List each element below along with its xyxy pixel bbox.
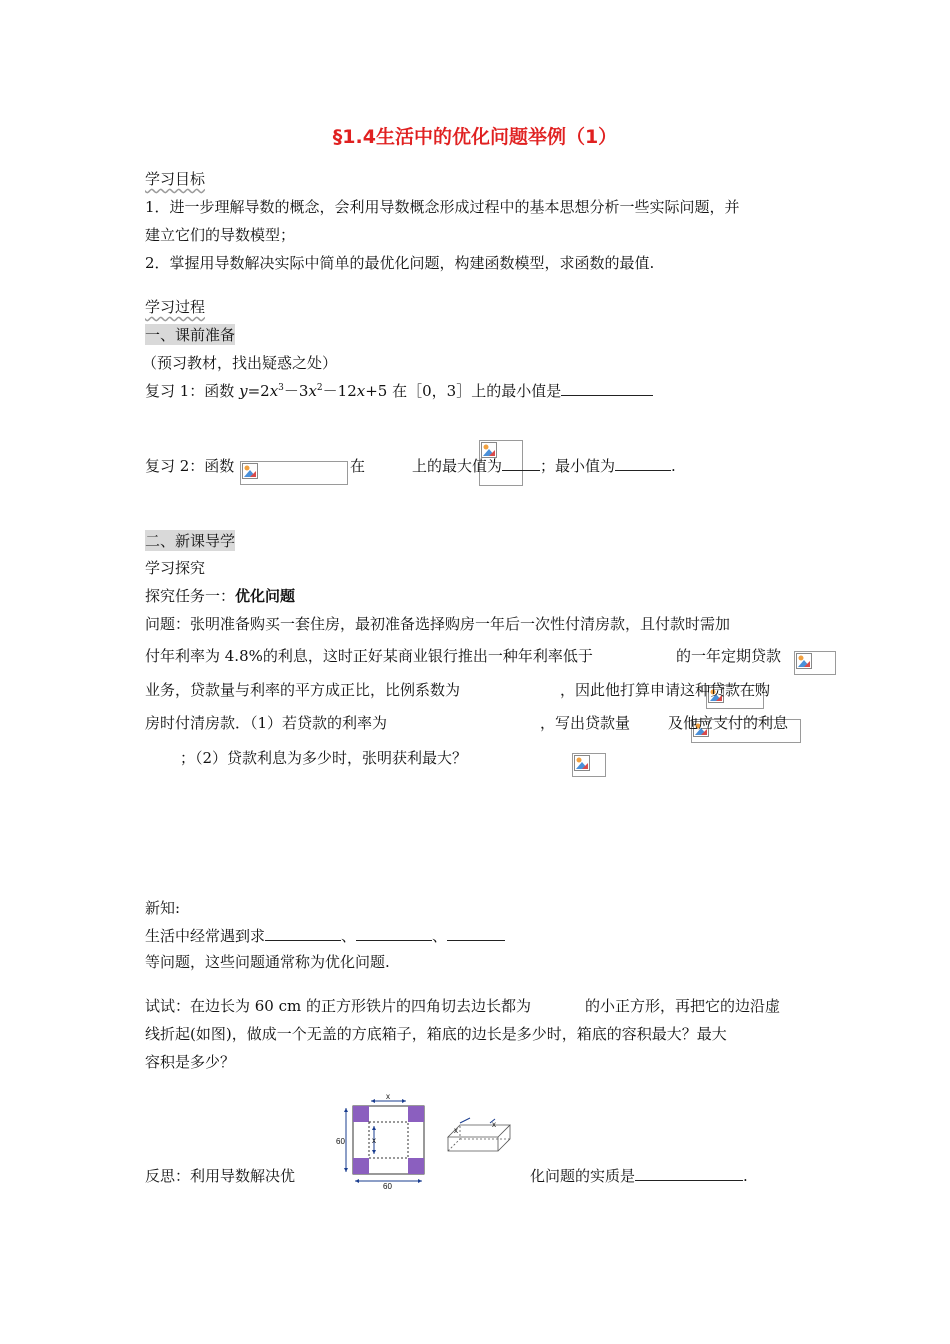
new-knowledge-line-1 bbox=[145, 925, 505, 946]
corner-square bbox=[408, 1106, 424, 1122]
reflect-prefix: 反思：利用导数解决优 bbox=[145, 1167, 296, 1185]
review-2-min-label: ；最小值为 bbox=[540, 457, 616, 475]
box-folding-figure bbox=[330, 1093, 520, 1189]
page-title: §1.4生活中的优化问题举例（1） bbox=[332, 126, 618, 148]
review-1-prefix: 复习 1：函数 bbox=[145, 382, 240, 400]
broken-image-icon bbox=[574, 755, 590, 771]
new-knowledge-prefix: 生活中经常遇到求 bbox=[145, 927, 266, 945]
trial-line-2: 线折起(如图)，做成一个无盖的方底箱子，箱底的边长是多少时，箱底的容积最大？最大 bbox=[145, 1025, 727, 1043]
review-2-label: 复习 2：函数 bbox=[145, 457, 235, 475]
separator: 、 bbox=[432, 927, 448, 945]
problem-line-5: ；（2）贷款利息为多少时，张明获利最大？ bbox=[180, 749, 468, 767]
explore-heading: 学习探究 bbox=[145, 559, 206, 577]
trial-line-1b: 的小正方形，再把它的边沿虚 bbox=[585, 997, 781, 1015]
process-heading: 学习过程 bbox=[145, 298, 206, 316]
answer-blank[interactable] bbox=[561, 381, 653, 396]
corner-square bbox=[353, 1158, 369, 1174]
problem-line-1: 问题：张明准备购买一套住房，最初准备选择购房一年后一次性付清房款，且付款时需加 bbox=[145, 615, 731, 633]
trial-line-1a: 试试：在边长为 60 cm 的正方形铁片的四角切去边长都为 bbox=[145, 997, 532, 1015]
review-1-suffix: 在［0，3］上的最小值是 bbox=[392, 382, 562, 400]
problem-line-4c: 及他应支付的利息 bbox=[668, 714, 789, 732]
min-blank[interactable] bbox=[615, 456, 671, 471]
section-2-heading: 二、新课导学 bbox=[145, 532, 236, 550]
problem-line-2b: 的一年定期贷款 bbox=[676, 647, 782, 665]
goal-item-1-cont: 建立它们的导数模型； bbox=[145, 226, 296, 244]
reflect-blank[interactable] bbox=[635, 1166, 743, 1181]
blank-2[interactable] bbox=[356, 926, 432, 941]
formula-image-placeholder bbox=[240, 461, 348, 485]
problem-line-4b: ，写出贷款量 bbox=[540, 714, 631, 732]
label-x: x bbox=[492, 1120, 496, 1129]
formula-image-placeholder bbox=[572, 753, 606, 777]
goals-heading: 学习目标 bbox=[145, 170, 206, 188]
review-1-formula: $y=2x^3-3x^2-12x+5$ bbox=[239, 382, 393, 400]
new-knowledge-heading: 新知: bbox=[145, 899, 181, 917]
review-2-max-label: 上的最大值为 bbox=[412, 457, 503, 475]
preview-note: （预习教材，找出疑惑之处） bbox=[142, 354, 338, 372]
blank-3[interactable] bbox=[447, 926, 505, 941]
label-60: 60 bbox=[336, 1137, 345, 1146]
problem-line-2a: 付年利率为 4.8%的利息，这时正好某商业银行推出一种年利率低于 bbox=[145, 647, 593, 665]
label-60: 60 bbox=[383, 1182, 392, 1189]
goal-item-1: 1．进一步理解导数的概念，会利用导数概念形成过程中的基本思想分析一些实际问题，并 bbox=[145, 198, 740, 216]
problem-line-4a: 房时付清房款．（1）若贷款的利率为 bbox=[145, 714, 388, 732]
review-2-end: . bbox=[671, 457, 676, 475]
task-heading bbox=[145, 585, 295, 606]
section-1-heading: 一、课前准备 bbox=[145, 326, 236, 344]
blank-1[interactable] bbox=[265, 926, 341, 941]
reflect-suffix: 化问题的实质是 bbox=[530, 1167, 636, 1185]
goal-item-2: 2．掌握用导数解决实际中简单的最优化问题，构建函数模型，求函数的最值. bbox=[145, 254, 655, 272]
task-prefix: 探究任务一： bbox=[145, 587, 236, 605]
label-x: x bbox=[372, 1136, 376, 1145]
formula-image-placeholder bbox=[794, 651, 836, 675]
reflect-end: . bbox=[743, 1167, 748, 1185]
review-1 bbox=[145, 380, 653, 401]
review-2-mid: 在 bbox=[350, 457, 366, 475]
broken-image-icon bbox=[242, 463, 258, 479]
broken-image-icon bbox=[796, 653, 812, 669]
review-2-rest bbox=[412, 455, 676, 476]
trial-line-3: 容积是多少？ bbox=[145, 1053, 236, 1071]
problem-line-3a: 业务，贷款量与利率的平方成正比，比例系数为 bbox=[145, 681, 461, 699]
max-blank[interactable] bbox=[502, 456, 540, 471]
problem-line-3b: ，因此他打算申请这种贷款在购 bbox=[560, 681, 771, 699]
label-x: x bbox=[454, 1126, 458, 1135]
reflect-line bbox=[530, 1165, 748, 1186]
corner-square bbox=[408, 1158, 424, 1174]
task-name: 优化问题 bbox=[235, 587, 296, 605]
label-x: x bbox=[386, 1093, 390, 1101]
separator: 、 bbox=[341, 927, 357, 945]
new-knowledge-line-2: 等问题，这些问题通常称为优化问题. bbox=[145, 953, 390, 971]
corner-square bbox=[353, 1106, 369, 1122]
